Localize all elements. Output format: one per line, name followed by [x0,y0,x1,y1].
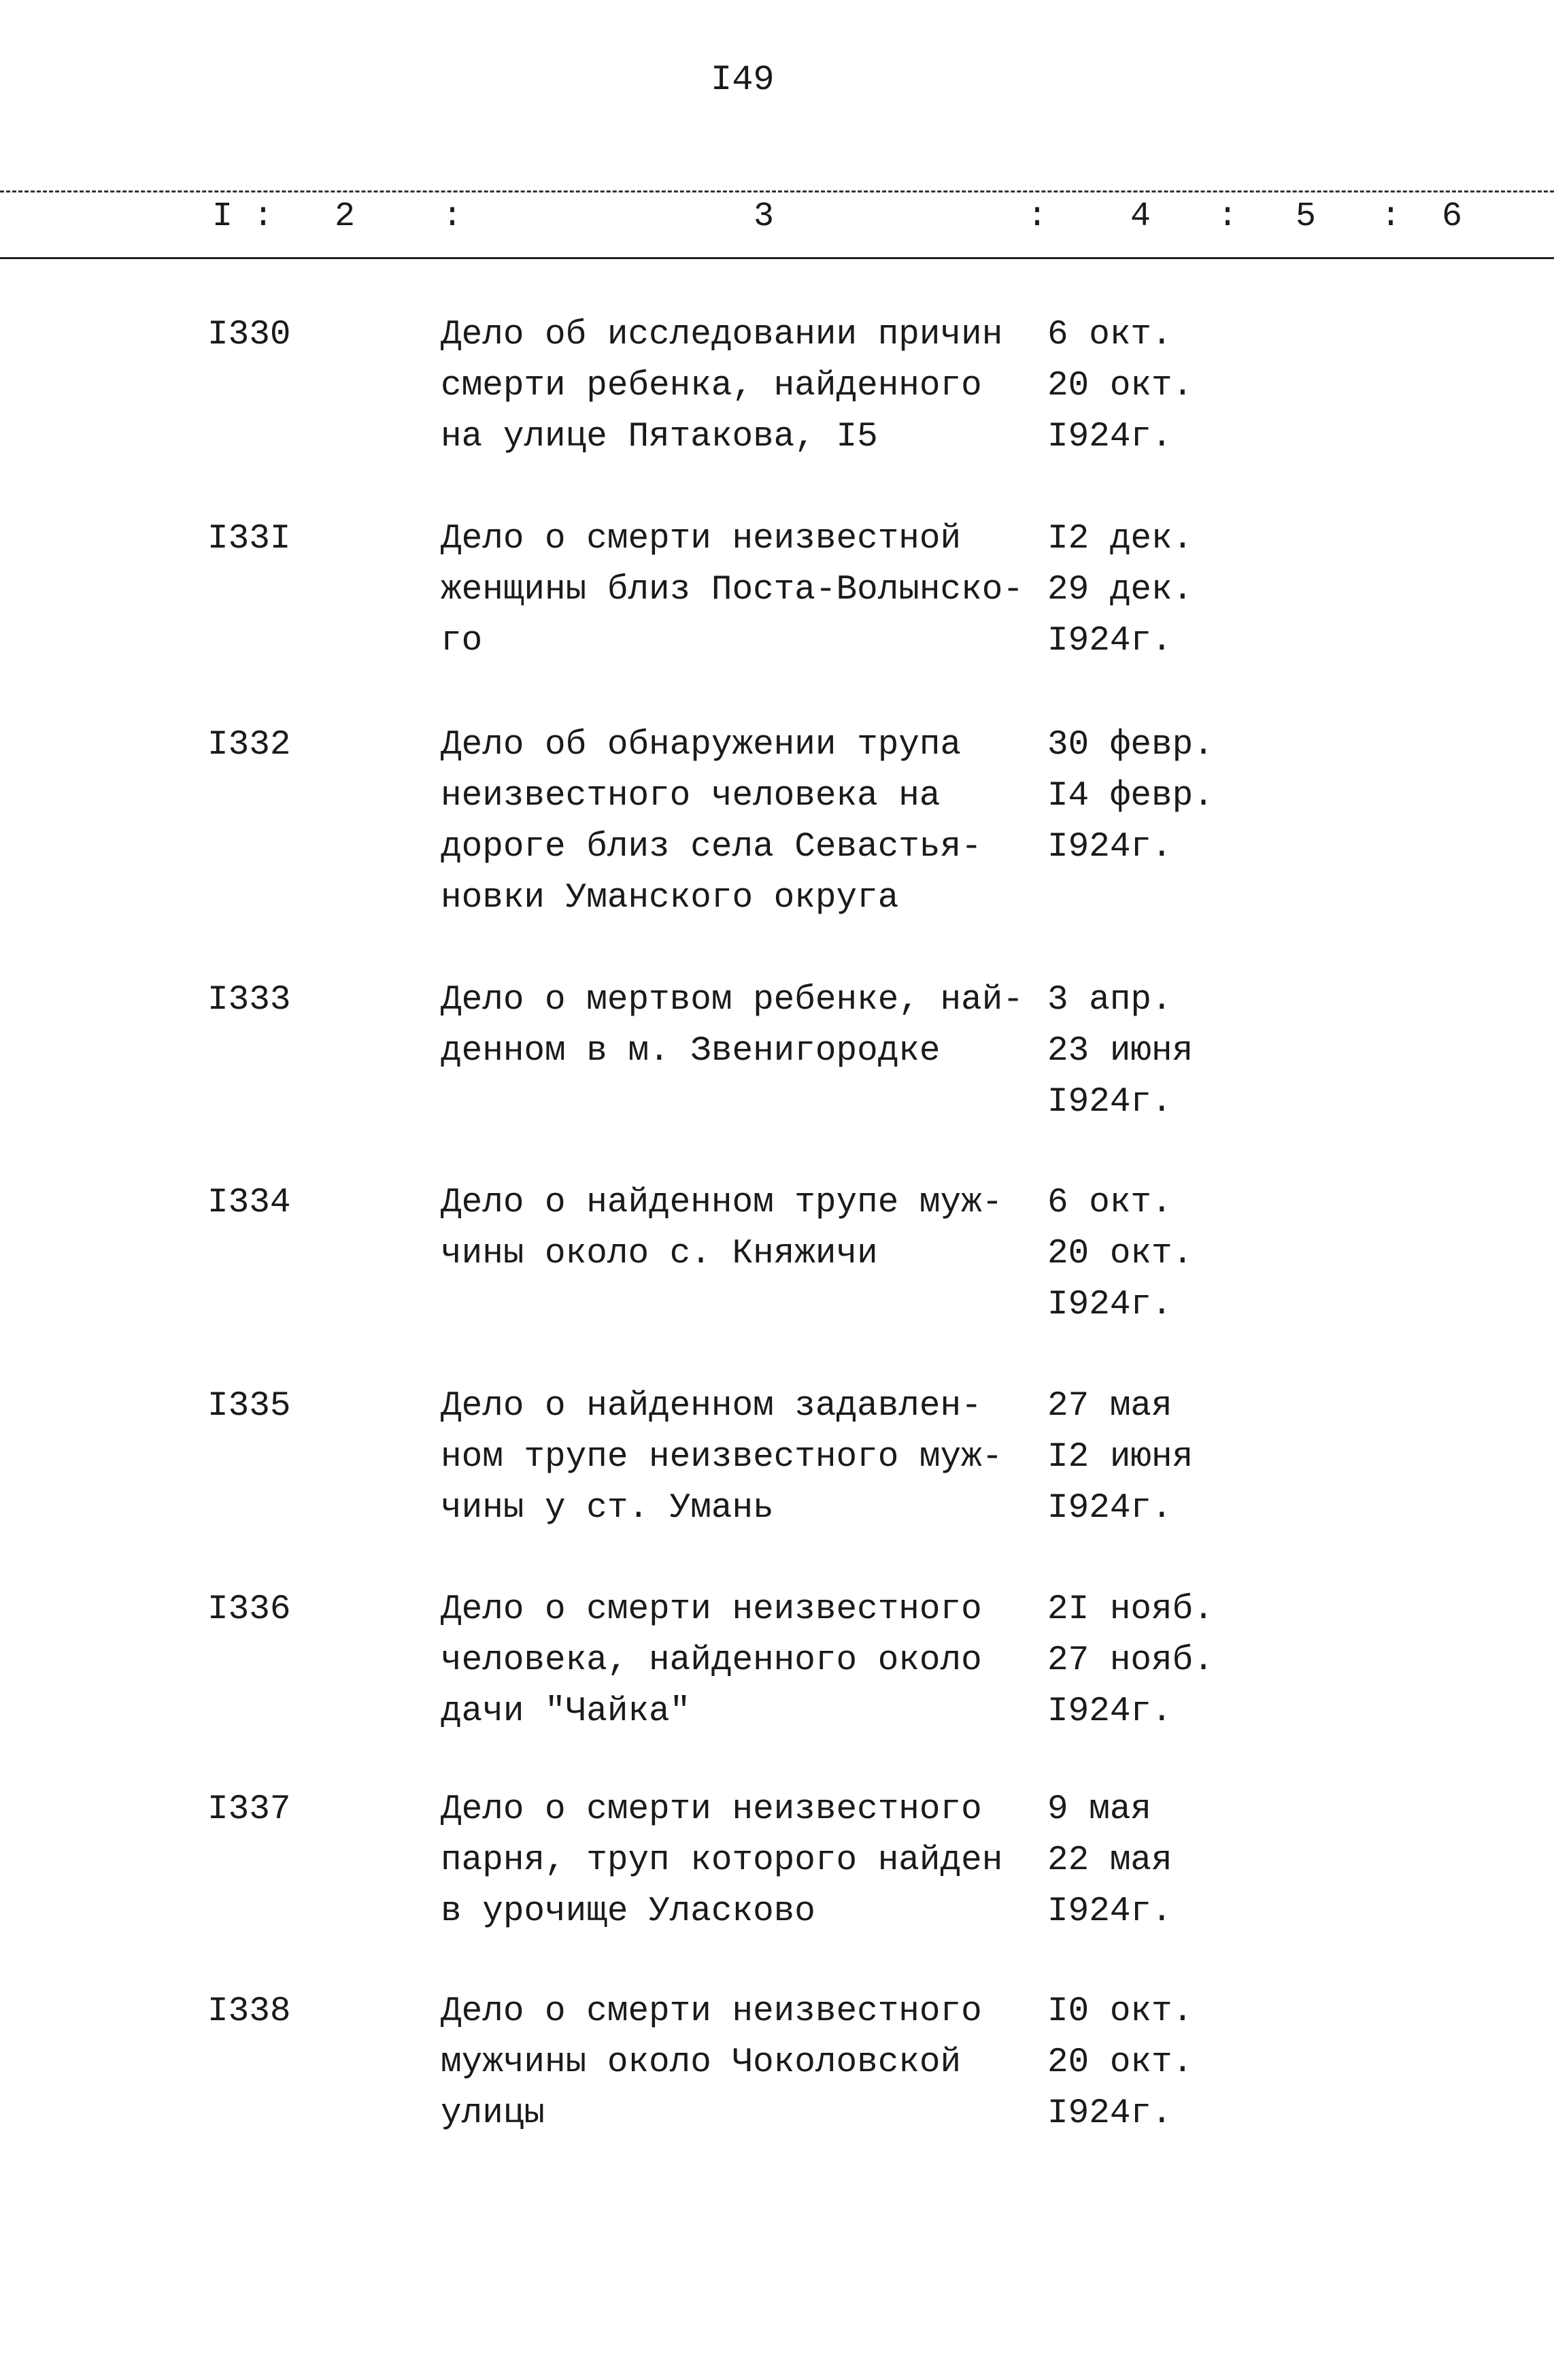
entry-description [441,309,1002,463]
entry-description [441,1381,1002,1534]
description-line: чины у ст. Умань [441,1489,774,1528]
date-line: I924г. [1047,2094,1172,2133]
date-line: 9 мая [1047,1790,1152,1829]
description-line: дороге близ села Севастья- [441,828,982,867]
entry-dates [1047,1784,1172,1937]
date-line: 30 февр. [1047,726,1214,765]
entry-description [441,1584,982,1737]
date-line: 27 мая [1047,1387,1172,1426]
column-header-4: 4 [1130,197,1151,236]
column-separator: : [1027,197,1048,236]
date-line: 22 мая [1047,1841,1172,1880]
header-top-rule [0,190,1554,192]
entry-number: I335 [207,1387,291,1426]
date-line: 29 дек. [1047,571,1194,609]
column-header-6: 6 [1442,197,1463,236]
column-separator: : [442,197,463,236]
date-line: I924г. [1047,1692,1172,1731]
description-line: улицы [441,2094,545,2133]
column-separator: : [253,197,274,236]
description-line: денном в м. Звенигородке [441,1032,941,1071]
description-line: в урочище Уласково [441,1892,815,1931]
entry-dates [1047,1986,1193,2139]
description-line: Дело о мертвом ребенке, най- [441,981,1024,1020]
description-line: Дело о смерти неизвестного [441,1992,982,2031]
date-line: I924г. [1047,1892,1172,1931]
entry-number: I332 [207,726,291,765]
description-line: го [441,622,483,660]
description-line: смерти ребенка, найденного [441,367,982,405]
entry-number: I337 [207,1790,291,1829]
entry-dates [1047,720,1214,873]
date-line: 20 окт. [1047,1235,1194,1273]
description-line: дачи "Чайка" [441,1692,691,1731]
entry-description [441,1177,1002,1279]
date-line: I924г. [1047,1286,1172,1324]
description-line: чины около с. Княжичи [441,1235,878,1273]
entry-description [441,1784,1002,1937]
entry-description [441,1986,982,2139]
date-line: I924г. [1047,418,1172,456]
entry-number: I333 [207,981,291,1020]
description-line: Дело о смерти неизвестного [441,1590,982,1629]
date-line: 6 окт. [1047,316,1172,354]
description-line: мужчины около Чоколовской [441,2043,962,2082]
date-line: I0 окт. [1047,1992,1194,2031]
date-line: 2I нояб. [1047,1590,1214,1629]
date-line: 6 окт. [1047,1184,1172,1222]
entry-dates [1047,309,1193,463]
header-bottom-rule [0,257,1554,259]
date-line: 20 окт. [1047,367,1194,405]
description-line: Дело о смерти неизвестной [441,520,962,558]
page-number: I49 [711,60,775,100]
description-line: Дело о найденном задавлен- [441,1387,982,1426]
column-header-1: I [212,197,233,236]
entry-dates [1047,1381,1193,1534]
description-line: Дело об обнаружении трупа [441,726,962,765]
entry-dates [1047,1177,1193,1330]
entry-dates [1047,514,1193,667]
column-header-5: 5 [1296,197,1317,236]
entry-dates [1047,975,1193,1128]
description-line: неизвестного человека на [441,777,941,816]
date-line: I924г. [1047,1083,1172,1122]
description-line: Дело об исследовании причин [441,316,1003,354]
entry-number: I336 [207,1590,291,1629]
description-line: на улице Пятакова, I5 [441,418,878,456]
date-line: 23 июня [1047,1032,1194,1071]
entry-number: I338 [207,1992,291,2031]
description-line: Дело о смерти неизвестного [441,1790,982,1829]
entry-description [441,975,1024,1077]
date-line: I924г. [1047,1489,1172,1528]
column-separator: : [1217,197,1238,236]
entry-dates [1047,1584,1214,1737]
column-header-2: 2 [335,197,356,236]
date-line: I924г. [1047,828,1172,867]
entry-number: I330 [207,316,291,354]
date-line: I4 февр. [1047,777,1214,816]
entry-number: I33I [207,520,291,558]
entry-description [441,514,1024,667]
column-header-3: 3 [754,197,775,236]
date-line: 3 апр. [1047,981,1172,1020]
date-line: I2 июня [1047,1438,1194,1477]
description-line: парня, труп которого найден [441,1841,1003,1880]
column-separator: : [1381,197,1402,236]
description-line: Дело о найденном трупе муж- [441,1184,1003,1222]
date-line: 27 нояб. [1047,1641,1214,1680]
date-line: I924г. [1047,622,1172,660]
description-line: новки Уманского округа [441,879,899,918]
date-line: 20 окт. [1047,2043,1194,2082]
description-line: человека, найденного около [441,1641,982,1680]
date-line: I2 дек. [1047,520,1194,558]
entry-description [441,720,982,924]
description-line: ном трупе неизвестного муж- [441,1438,1003,1477]
description-line: женщины близ Поста-Волынско- [441,571,1024,609]
entry-number: I334 [207,1184,291,1222]
